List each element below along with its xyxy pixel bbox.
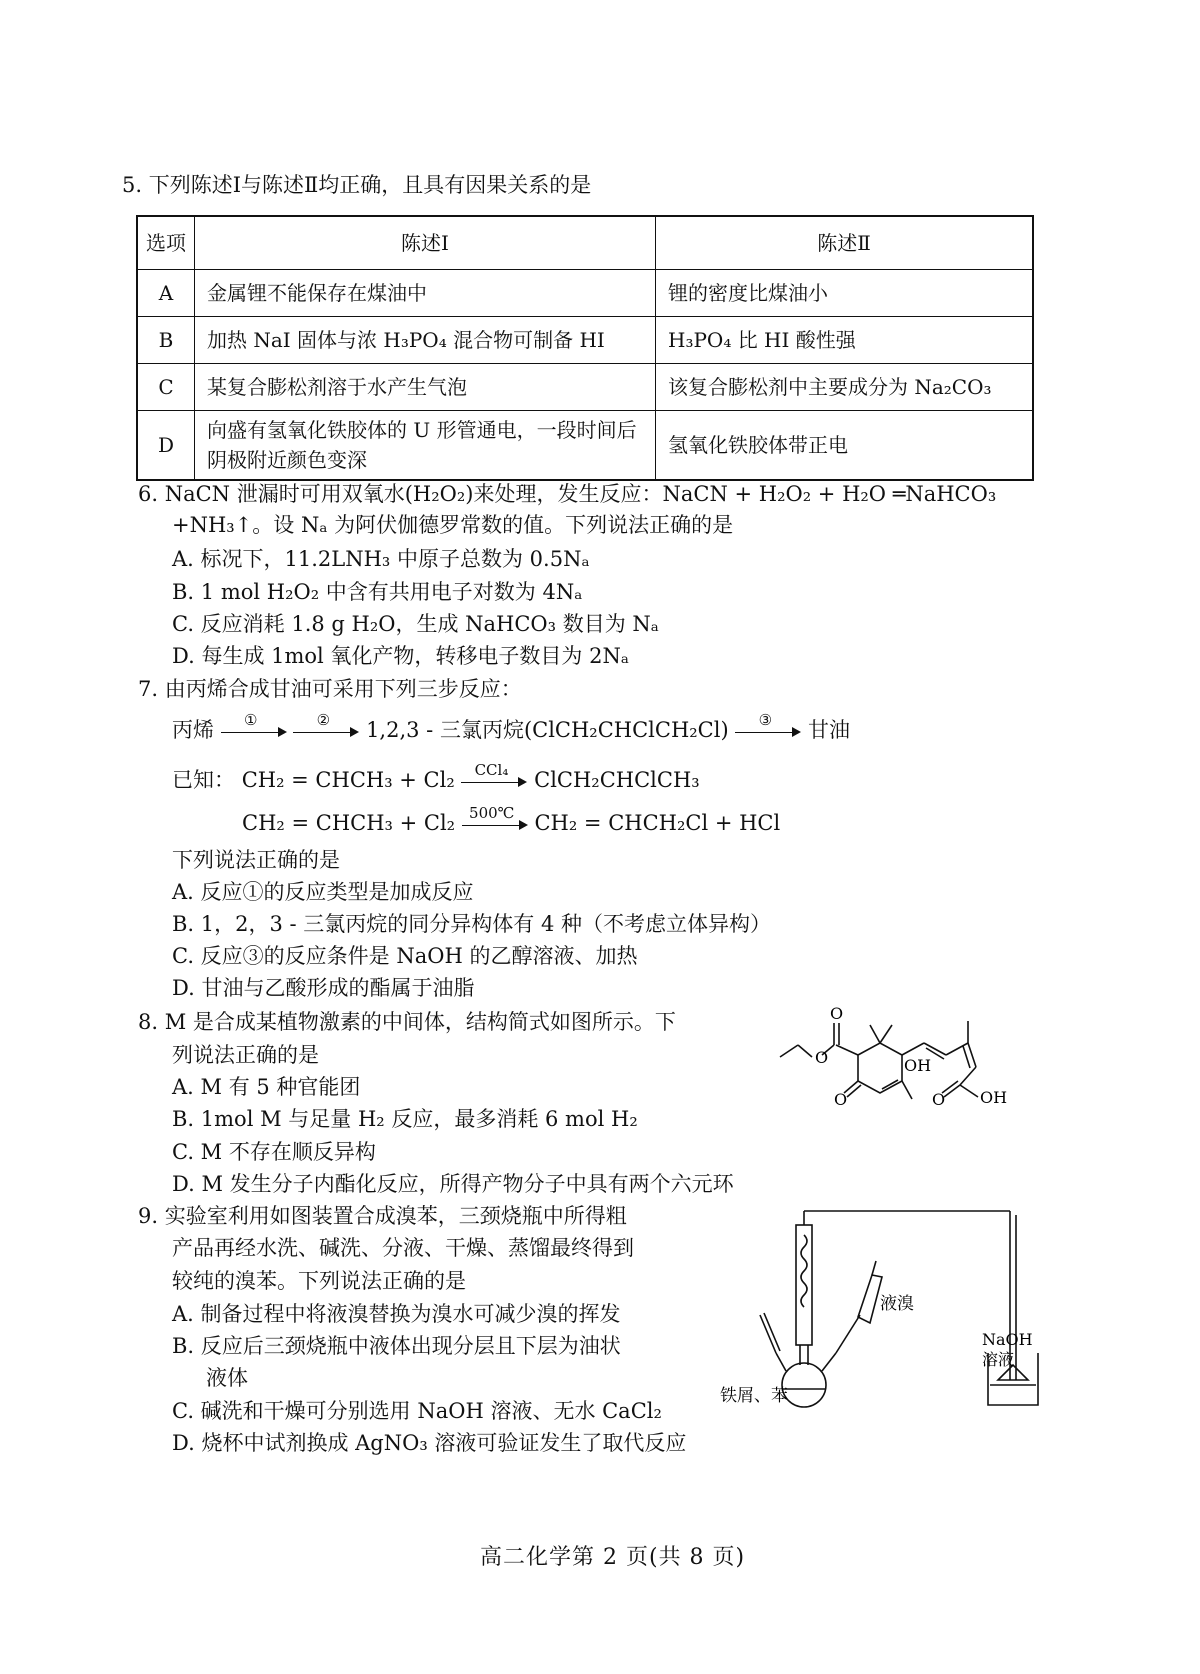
q9-stem-line2: 产品再经水洗、碱洗、分液、干燥、蒸馏最终得到 <box>172 1236 634 1260</box>
q7-stem: 7. 由丙烯合成甘油可采用下列三步反应： <box>138 677 522 701</box>
known2-right: CH₂ = CHCH₂Cl + HCl <box>534 811 781 835</box>
q9-stem-line3: 较纯的溴苯。下列说法正确的是 <box>172 1269 466 1293</box>
header-statement-2: 陈述Ⅱ <box>656 216 1034 270</box>
row-statement-1: 金属锂不能保存在煤油中 <box>195 270 656 317</box>
known1-left: CH₂ = CHCH₃ + Cl₂ <box>241 768 455 792</box>
q7-route <box>172 710 851 745</box>
route-end: 甘油 <box>808 718 851 742</box>
q6-stem-line2: +NH₃↑。设 Nₐ 为阿伏伽德罗常数的值。下列说法正确的是 <box>172 513 734 537</box>
q6-option-b: B. 1 mol H₂O₂ 中含有共用电子对数为 4Nₐ <box>172 580 583 604</box>
header-statement-1: 陈述Ⅰ <box>195 216 656 270</box>
q9-option-b-line1: B. 反应后三颈烧瓶中液体出现分层且下层为油状 <box>172 1334 621 1358</box>
table-row <box>137 317 1033 364</box>
q7-known-1 <box>172 760 700 795</box>
row-statement-2: 锂的密度比煤油小 <box>656 270 1034 317</box>
q8-option-d: D. M 发生分子内酯化反应，所得产物分子中具有两个六元环 <box>172 1172 734 1196</box>
row-option: A <box>137 270 195 317</box>
solution-label: 溶液 <box>982 1350 1015 1369</box>
apparatus-figure <box>720 1205 1040 1415</box>
svg-text:O: O <box>932 1090 946 1109</box>
oh-label: OH <box>904 1056 932 1075</box>
row-option: B <box>137 317 195 364</box>
q5-table <box>136 215 1034 481</box>
row-option: C <box>137 364 195 411</box>
route-mid: 1,2,3 - 三氯丙烷(ClCH₂CHClCH₂Cl) <box>366 718 729 742</box>
q9-option-d: D. 烧杯中试剂换成 AgNO₃ 溶液可验证发生了取代反应 <box>172 1431 687 1455</box>
q7-option-a: A. 反应①的反应类型是加成反应 <box>172 880 474 904</box>
known-label: 已知： <box>172 768 235 792</box>
q9-option-b-line2: 液体 <box>206 1366 248 1390</box>
table-row <box>137 364 1033 411</box>
known2-left: CH₂ = CHCH₃ + Cl₂ <box>242 811 456 835</box>
oh-label: OH <box>980 1088 1008 1107</box>
liquid-bromine-label: 液溴 <box>880 1294 914 1314</box>
q5-stem: 5. 下列陈述Ⅰ与陈述Ⅱ均正确，且具有因果关系的是 <box>122 173 592 197</box>
q7-ask: 下列说法正确的是 <box>172 848 340 872</box>
arrow-step1: ① <box>221 721 287 743</box>
table-row <box>137 270 1033 317</box>
molecule-structure-figure <box>770 1005 1040 1125</box>
q6-option-c: C. 反应消耗 1.8 g H₂O，生成 NaHCO₃ 数目为 Nₐ <box>172 612 659 636</box>
svg-text:O: O <box>834 1090 848 1109</box>
naoh-label: NaOH <box>982 1330 1033 1349</box>
row-statement-1: 向盛有氢氧化铁胶体的 U 形管通电，一段时间后阴极附近颜色变深 <box>195 411 656 481</box>
q8-option-a: A. M 有 5 种官能团 <box>172 1075 361 1099</box>
q8-stem-line2: 列说法正确的是 <box>172 1043 319 1067</box>
known1-right: ClCH₂CHClCH₃ <box>534 768 700 792</box>
row-statement-1: 某复合膨松剂溶于水产生气泡 <box>195 364 656 411</box>
header-option: 选项 <box>137 216 195 270</box>
q9-stem-line1: 9. 实验室利用如图装置合成溴苯，三颈烧瓶中所得粗 <box>138 1204 627 1228</box>
q6-stem-line1: 6. NaCN 泄漏时可用双氧水(H₂O₂)来处理，发生反应：NaCN + H₂O₂ + H₂O ═NaHCO₃ <box>138 482 997 506</box>
row-option: D <box>137 411 195 481</box>
row-statement-2: H₃PO₄ 比 HI 酸性强 <box>656 317 1034 364</box>
q6-option-d: D. 每生成 1mol 氧化产物，转移电子数目为 2Nₐ <box>172 644 629 668</box>
q8-option-b: B. 1mol M 与足量 H₂ 反应，最多消耗 6 mol H₂ <box>172 1107 638 1131</box>
table-header-row <box>137 216 1033 270</box>
arrow-ccl4: CCl₄ <box>461 771 527 793</box>
q8-stem-line1: 8. M 是合成某植物激素的中间体，结构简式如图所示。下 <box>138 1010 676 1034</box>
row-statement-1: 加热 NaI 固体与浓 H₃PO₄ 混合物可制备 HI <box>195 317 656 364</box>
q6-option-a: A. 标况下，11.2LNH₃ 中原子总数为 0.5Nₐ <box>172 547 590 571</box>
page-footer: 高二化学第 2 页(共 8 页) <box>480 1545 746 1570</box>
svg-text:O: O <box>830 1005 844 1023</box>
table-row <box>137 411 1033 481</box>
q7-known-2 <box>242 803 781 838</box>
row-statement-2: 氢氧化铁胶体带正电 <box>656 411 1034 481</box>
iron-benzene-label: 铁屑、苯 <box>720 1386 788 1406</box>
q7-option-b: B. 1，2，3 - 三氯丙烷的同分异构体有 4 种（不考虑立体异构） <box>172 912 772 936</box>
arrow-500c: 500℃ <box>462 814 528 836</box>
q9-option-a: A. 制备过程中将液溴替换为溴水可减少溴的挥发 <box>172 1302 621 1326</box>
arrow-step3: ③ <box>735 721 801 743</box>
q9-option-c: C. 碱洗和干燥可分别选用 NaOH 溶液、无水 CaCl₂ <box>172 1399 662 1423</box>
arrow-step2: ② <box>293 721 359 743</box>
route-start: 丙烯 <box>172 718 214 742</box>
row-statement-2: 该复合膨松剂中主要成分为 Na₂CO₃ <box>656 364 1034 411</box>
q7-option-c: C. 反应③的反应条件是 NaOH 的乙醇溶液、加热 <box>172 944 638 968</box>
q7-option-d: D. 甘油与乙酸形成的酯属于油脂 <box>172 976 475 1000</box>
q8-option-c: C. M 不存在顺反异构 <box>172 1140 376 1164</box>
svg-text:O: O <box>815 1048 829 1067</box>
